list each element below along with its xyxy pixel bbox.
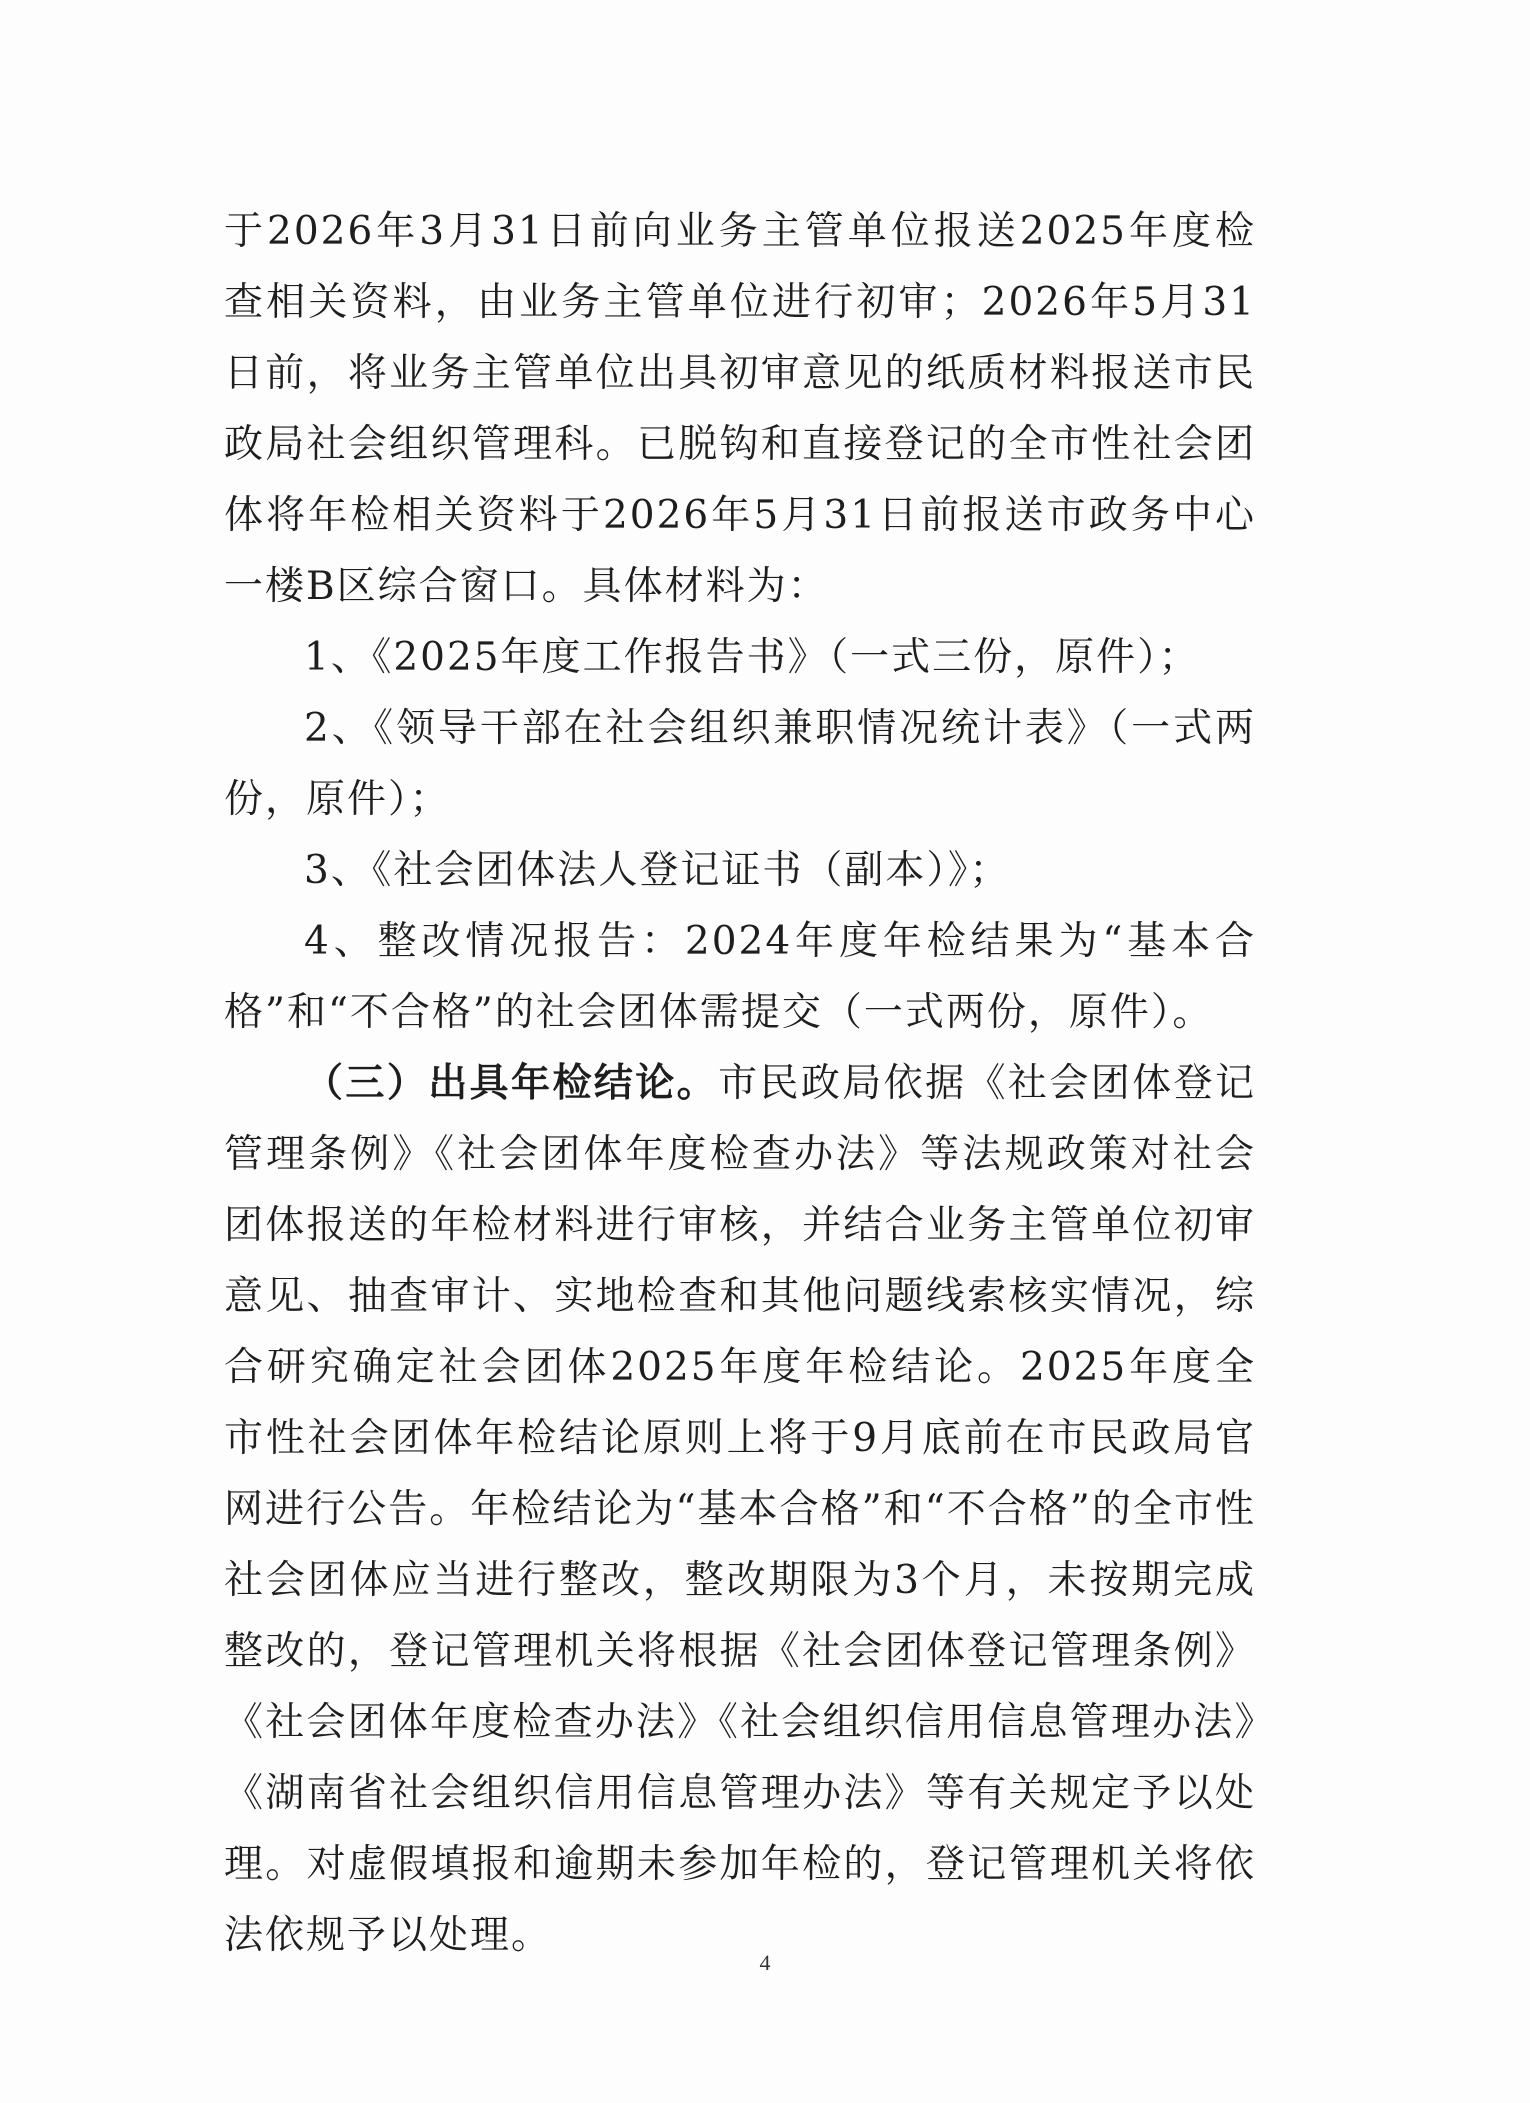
section-3-paragraph — [224, 1048, 1256, 1971]
material-item-2: 2、《领导干部在社会组织兼职情况统计表》（一式两份，原件）； — [224, 706, 1256, 822]
material-item-3: 3、《社会团体法人登记证书（副本）》； — [304, 848, 1011, 893]
document-body — [224, 196, 1256, 1971]
section-3-heading: （三）出具年检结论。 — [304, 1060, 719, 1106]
material-item-1: 1、《2025年度工作报告书》（一式三份，原件）； — [304, 635, 1200, 680]
paragraph-submission-deadlines: 于2026年3月31日前向业务主管单位报送2025年度检查相关资料，由业务主管单位进行初审；2026年5月31日前，将业务主管单位出具初审意见的纸质材料报送市民政局社会组织管理科。已脱钩和直接登记的全市性社会团体将年检相关资料于2026年5月31日前报送市政务中心一楼B区综合窗口。具体材料为： — [224, 209, 1256, 609]
page-number: 4 — [759, 1950, 771, 1975]
material-item-4: 4、整改情况报告：2024年度年检结果为“基本合格”和“不合格”的社会团体需提交（一式两份，原件）。 — [224, 919, 1256, 1035]
section-3-body: 市民政局依据《社会团体登记管理条例》《社会团体年度检查办法》等法规政策对社会团体报送的年检材料进行审核，并结合业务主管单位初审意见、抽查审计、实地检查和其他问题线索核实情况，综合研究确定社会团体2025年度年检结论。2025年度全市性社会团体年检结论原则上将于9月底前在市民政局官网进行公告。年检结论为“基本合格”和“不合格”的全市性社会团体应当进行整改，整改期限为3个月，未按期完成整改的，登记管理机关将根据《社会团体登记管理条例》《社会团体年度检查办法》《社会组织信用信息管理办法》《湖南省社会组织信用信息管理办法》等有关规定予以处理。对虚假填报和逾期未参加年检的，登记管理机关将依法依规予以处理。 — [224, 1061, 1256, 1958]
